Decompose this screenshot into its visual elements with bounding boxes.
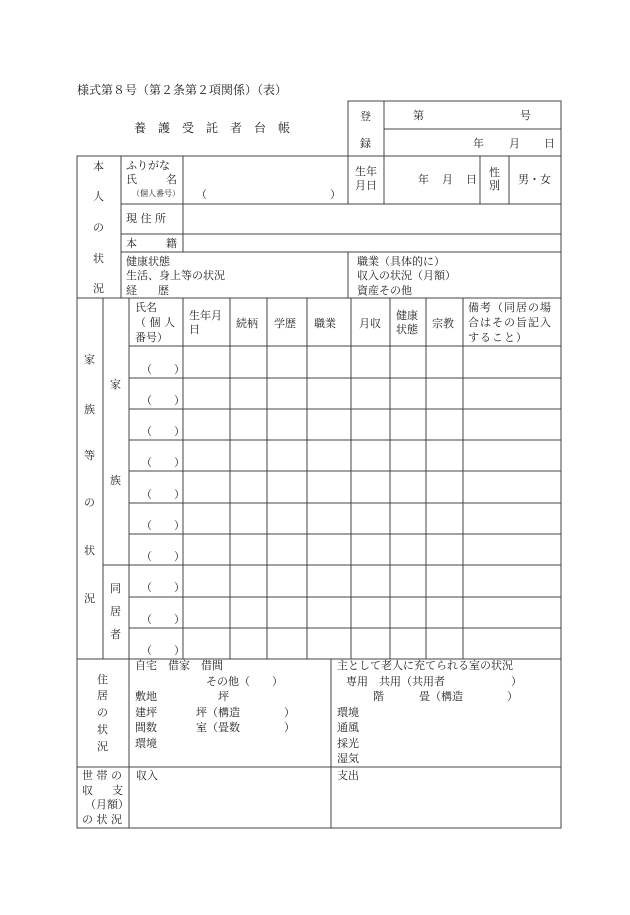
elder-ventilation: 通風 (337, 721, 359, 734)
environment-label: 環境 (135, 737, 157, 750)
registration-date-year: 年 (473, 137, 484, 150)
history-label-1: 経 (126, 284, 137, 297)
domicile-label-2: 籍 (166, 237, 177, 250)
col-relation: 続柄 (236, 317, 258, 330)
cohabitant-group-char: 居 (110, 605, 121, 618)
family-section-char: 況 (84, 592, 95, 605)
col-remarks-2: 合はその旨記入 (468, 316, 552, 329)
person-section-char: 人 (93, 190, 104, 203)
housing-type-options: 自宅 借家 借間 (135, 659, 223, 672)
rooms-unit: 室（畳数 ） (196, 721, 295, 734)
person-section-char: 状 (93, 252, 104, 265)
family-row-id-paren[interactable]: （ ） (141, 394, 185, 407)
col-birth-2: 日 (189, 323, 200, 336)
id-close-paren: ） (330, 188, 341, 201)
col-name-3: 番号） (135, 331, 168, 344)
col-education: 学歴 (274, 317, 296, 330)
birth-year: 年 (418, 173, 429, 186)
cohabitant-row-id-paren[interactable]: （ ） (141, 613, 185, 626)
family-group-char: 家 (110, 378, 121, 391)
col-income: 月収 (359, 317, 381, 330)
col-remarks-3: すること） (468, 331, 528, 344)
cohabitant-row-id-paren[interactable]: （ ） (141, 644, 185, 657)
elder-humidity: 湿気 (337, 752, 359, 765)
elder-room-title: 主として老人に充てられる室の状況 (337, 659, 513, 672)
family-row-id-paren[interactable]: （ ） (141, 488, 185, 501)
housing-section-char: 住 (97, 673, 108, 686)
elder-environment: 環境 (337, 706, 359, 719)
domicile-input-area[interactable] (184, 235, 560, 251)
rooms-label: 間数 (135, 721, 157, 734)
housing-section-char: の (97, 706, 108, 719)
budget-label-1: 世 帯 の (82, 769, 122, 782)
id-open-paren: （ (196, 188, 207, 201)
person-section-char: の (93, 221, 104, 234)
elder-lighting: 採光 (337, 737, 359, 750)
address-label: 現 住 所 (126, 212, 166, 225)
col-occupation: 職業 (314, 317, 336, 330)
domicile-label-1: 本 (126, 237, 137, 250)
id-number-label: （個人番号） (132, 189, 180, 198)
person-section-char: 況 (93, 282, 104, 295)
cohabitant-group-char: 同 (110, 582, 121, 595)
address-input-area[interactable] (184, 205, 560, 233)
family-row-id-paren[interactable]: （ ） (141, 363, 185, 376)
col-birth-1: 生年月 (189, 309, 222, 322)
housing-section-char: 居 (97, 689, 108, 702)
col-health-2: 状態 (396, 323, 418, 336)
furigana-label: ふりがな (126, 159, 170, 172)
registration-date-day: 日 (544, 137, 555, 150)
birth-label-1: 生年 (355, 165, 377, 178)
cohabitant-row-id-paren[interactable]: （ ） (141, 581, 185, 594)
family-row-id-paren[interactable]: （ ） (141, 550, 185, 563)
family-section-char: 家 (84, 353, 95, 366)
col-name-2: （ 個 人 (135, 316, 175, 329)
name-label-2: 名 (166, 173, 177, 186)
family-section-char: 状 (84, 544, 95, 557)
registration-number-suffix: 号 (520, 109, 531, 122)
col-religion: 宗教 (432, 317, 454, 330)
site-unit: 坪 (218, 690, 229, 703)
family-group-char: 族 (110, 474, 121, 487)
birth-label-2: 月日 (355, 179, 377, 192)
birth-month: 月 (442, 173, 453, 186)
budget-label-3: （月額） (85, 798, 129, 811)
site-label: 敷地 (135, 690, 157, 703)
budget-label-2b: 支 (112, 784, 123, 797)
col-remarks-1: 備考（同居の場 (468, 301, 552, 314)
housing-section-char: 状 (97, 723, 108, 736)
sex-label-1: 性 (489, 166, 500, 179)
occupation-label: 職業（具体的に） (357, 255, 445, 268)
col-health-1: 健康 (396, 309, 418, 322)
life-status-label: 生活、身上等の状況 (126, 269, 225, 282)
registration-number-prefix: 第 (413, 109, 424, 122)
elder-room-floor: 階 (373, 690, 384, 703)
registration-date-month: 月 (509, 137, 520, 150)
budget-expense-label: 支出 (337, 769, 359, 782)
cohabitant-group-char: 者 (110, 628, 121, 641)
housing-section-char: 況 (97, 740, 108, 753)
family-section-char: 等 (84, 449, 95, 462)
person-section-char: 本 (93, 160, 104, 173)
registration-label-bottom: 録 (360, 137, 371, 150)
budget-income-label: 収入 (136, 769, 158, 782)
family-section-char: 族 (84, 403, 95, 416)
birth-day: 日 (466, 173, 477, 186)
building-label: 建坪 (135, 706, 157, 719)
form-number: 様式第８号（第２条第２項関係）（表） (77, 83, 288, 97)
income-status-label: 収入の状況（月額） (357, 269, 456, 282)
sex-label-2: 別 (489, 179, 500, 192)
page-title: 養 護 受 託 者 台 帳 (134, 121, 291, 135)
col-name-1: 氏名 (135, 301, 157, 314)
sex-options[interactable]: 男・女 (518, 173, 551, 186)
family-row-id-paren[interactable]: （ ） (141, 456, 185, 469)
budget-label-4: の 状 況 (82, 813, 122, 826)
elder-room-size: 畳（構造 ） (419, 690, 518, 703)
housing-other: その他（ ） (206, 675, 283, 688)
building-unit: 坪（構造 ） (196, 706, 295, 719)
name-input-area[interactable] (184, 157, 347, 203)
elder-room-usage: 専用 共用（共用者 ） (346, 675, 522, 688)
assets-label: 資産その他 (357, 284, 412, 297)
health-label: 健康状態 (126, 255, 170, 268)
name-label-1: 氏 (126, 173, 137, 186)
registration-label-top: 登 (360, 110, 371, 123)
family-row-id-paren[interactable]: （ ） (141, 519, 185, 532)
history-label-2: 歴 (158, 284, 169, 297)
family-section-char: の (84, 496, 95, 509)
budget-label-2a: 収 (82, 784, 93, 797)
family-row-id-paren[interactable]: （ ） (141, 425, 185, 438)
